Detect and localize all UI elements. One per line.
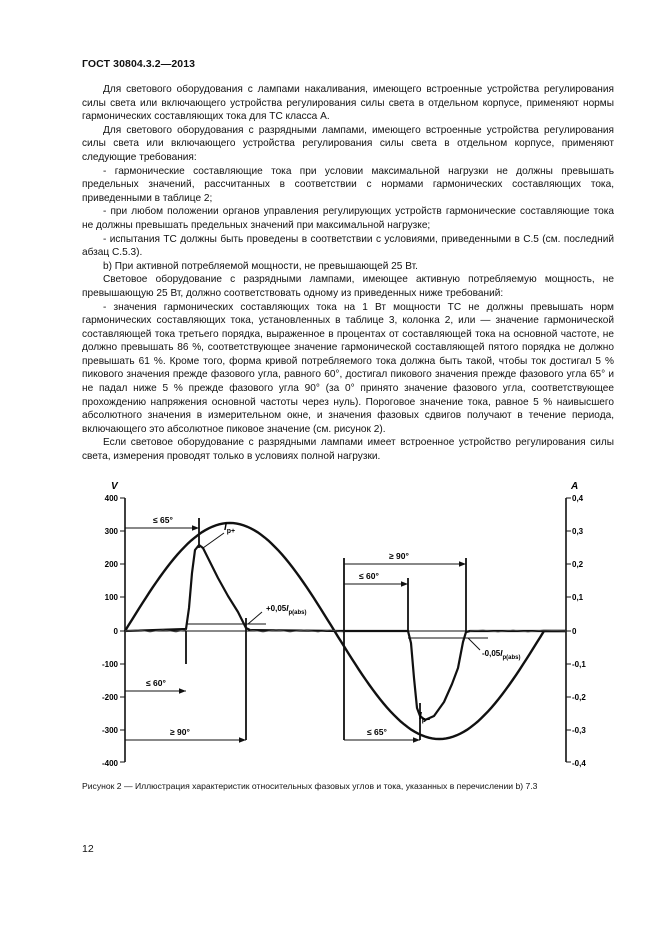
left-axis-unit: V	[111, 481, 118, 492]
left-tick-label: 400	[104, 494, 118, 503]
right-tick-label: -0,4	[572, 759, 586, 768]
neg-threshold-leader	[468, 638, 480, 650]
ip-plus-main: I	[224, 522, 227, 533]
right-tick-label: 0,1	[572, 593, 584, 602]
pos-threshold-label	[266, 604, 306, 616]
paragraph-8: - значения гармонических составляющих тока на 1 Вт мощности ТС не должны превышать норм гармонических составляющих тока, установленных в таблице 3, колонка 2, или — значение гармонической составляющей тока третьего порядка, выраженное в процентах от составляющей тока на основной частоте, не должно превышать 86 %, соответствующее значение гармонической составляющей пятого порядка не должно превышать 61 %. Кроме того, форма кривой потребляемого тока должна быть такой, чтобы ток достигал 5 % пикового значения прежде фазового угла, равного 60°, достигал пикового значения прежде фазового угла 65° и не падал ниже 5 % прежде фазового угла 90° (за 0° принято значение фазового угла, соответствующее прохождению напряжения основной частоты через нуль). Пороговое значение тока, равное 5 % наивысшего абсолютного значения в измерительном окне, и значения фазовых сдвигов получают в течение периода, включающего это абсолютное пиковое значение (см. рисунок 2).	[82, 301, 614, 435]
figure-caption: Рисунок 2 — Иллюстрация характеристик относительных фазовых углов и тока, указанных в перечислении b) 7.3	[82, 781, 538, 791]
ip-plus-leader	[203, 533, 224, 548]
document-header: ГОСТ 30804.3.2—2013	[82, 58, 196, 70]
pos-threshold-sub: p(abs)	[288, 610, 307, 616]
left-tick-label: -300	[101, 726, 118, 735]
left-tick-label: 300	[104, 527, 118, 536]
waveform-diagram	[78, 478, 618, 778]
paragraph-5: - испытания ТС должны быть проведены в соответствии с условиями, приведенными в С.5 (см. последний абзац С.5.3).	[82, 233, 614, 259]
left-tick-label: 100	[104, 593, 118, 602]
ip-minus-sub: p−	[421, 717, 431, 724]
neg-threshold-main: I	[500, 649, 503, 658]
left-tick-label: 200	[104, 560, 118, 569]
dim-label-le60-right: ≤ 60°	[359, 571, 379, 581]
paragraph-2: Для светового оборудования с разрядными лампами, имеющего встроенные устройства регулирования силы света или включающего устройства регулирования силы света в отдельном корпусе, применяют следующие требования:	[82, 124, 614, 163]
left-tick-labels	[102, 494, 119, 768]
paragraph-1: Для светового оборудования с лампами накаливания, имеющего встроенные устройства регулирования силы света или включающего устройства регулирования силы света в отдельном корпусе, применяют нормы гармонических составляющих тока для ТС класса А.	[82, 84, 614, 123]
paragraph-7: Световое оборудование с разрядными лампами, имеющее активную потребляемую мощность, не превышающую 25 Вт, должно соответствовать одному из приведенных ниже требований:	[82, 274, 614, 299]
right-tick-label: -0,3	[572, 726, 586, 735]
pos-threshold-prefix: +0,05	[266, 604, 287, 613]
paragraph-3: - гармонические составляющие тока при условии максимальной нагрузки не должны превышать предельных значений, рассчитанных в соответствии с нормами гармонических составляющих тока, приведенными в таблице 2;	[82, 165, 614, 204]
right-tick-label: -0,2	[572, 693, 586, 702]
body-text	[82, 83, 614, 464]
paragraph-6: b) При активной потребляемой мощности, не превышающей 25 Вт.	[103, 260, 418, 272]
right-tick-label: 0,3	[572, 527, 584, 536]
phase-guides	[186, 518, 466, 740]
dim-label-ge90-bottom: ≥ 90°	[170, 727, 190, 737]
right-tick-label: 0,4	[572, 494, 584, 503]
right-tick-label: -0,1	[572, 660, 586, 669]
paragraph-9: Если световое оборудование с разрядными лампами имеет встроенное устройство регулирования силы света, измерения проводят только в условиях полной нагрузки.	[82, 437, 614, 463]
right-tick-label: 0,2	[572, 560, 584, 569]
dim-label-le60-left: ≤ 60°	[146, 678, 166, 688]
left-tick-label: -200	[101, 693, 118, 702]
ip-minus-main: I	[419, 711, 422, 722]
right-tick-labels	[572, 494, 586, 768]
dim-label-le65-top: ≤ 65°	[153, 515, 173, 525]
pos-threshold-leader	[248, 612, 262, 624]
figure-2	[78, 478, 618, 778]
neg-threshold-sub: p(abs)	[502, 655, 521, 661]
right-axis-unit: A	[571, 481, 579, 492]
dim-label-ge90-top: ≥ 90°	[389, 551, 409, 561]
dim-label-le65-bottom: ≤ 65°	[367, 727, 387, 737]
left-tick-label: -400	[101, 759, 118, 768]
dimension-arrows	[125, 528, 466, 740]
page-number: 12	[82, 843, 94, 855]
current-curve	[125, 545, 566, 720]
pos-threshold-main: I	[286, 604, 289, 613]
neg-threshold-label	[482, 649, 520, 661]
ip-plus-sub: p+	[226, 528, 236, 535]
right-tick-label: 0	[572, 627, 577, 636]
neg-threshold-prefix: -0,05	[482, 649, 501, 658]
left-tick-label: -100	[101, 660, 118, 669]
paragraph-4: - при любом положении органов управления регулирующих устройств гармонические составляющие тока не должны превышать предельных значений при максимальной нагрузке;	[82, 206, 614, 231]
left-tick-label: 0	[113, 627, 118, 636]
